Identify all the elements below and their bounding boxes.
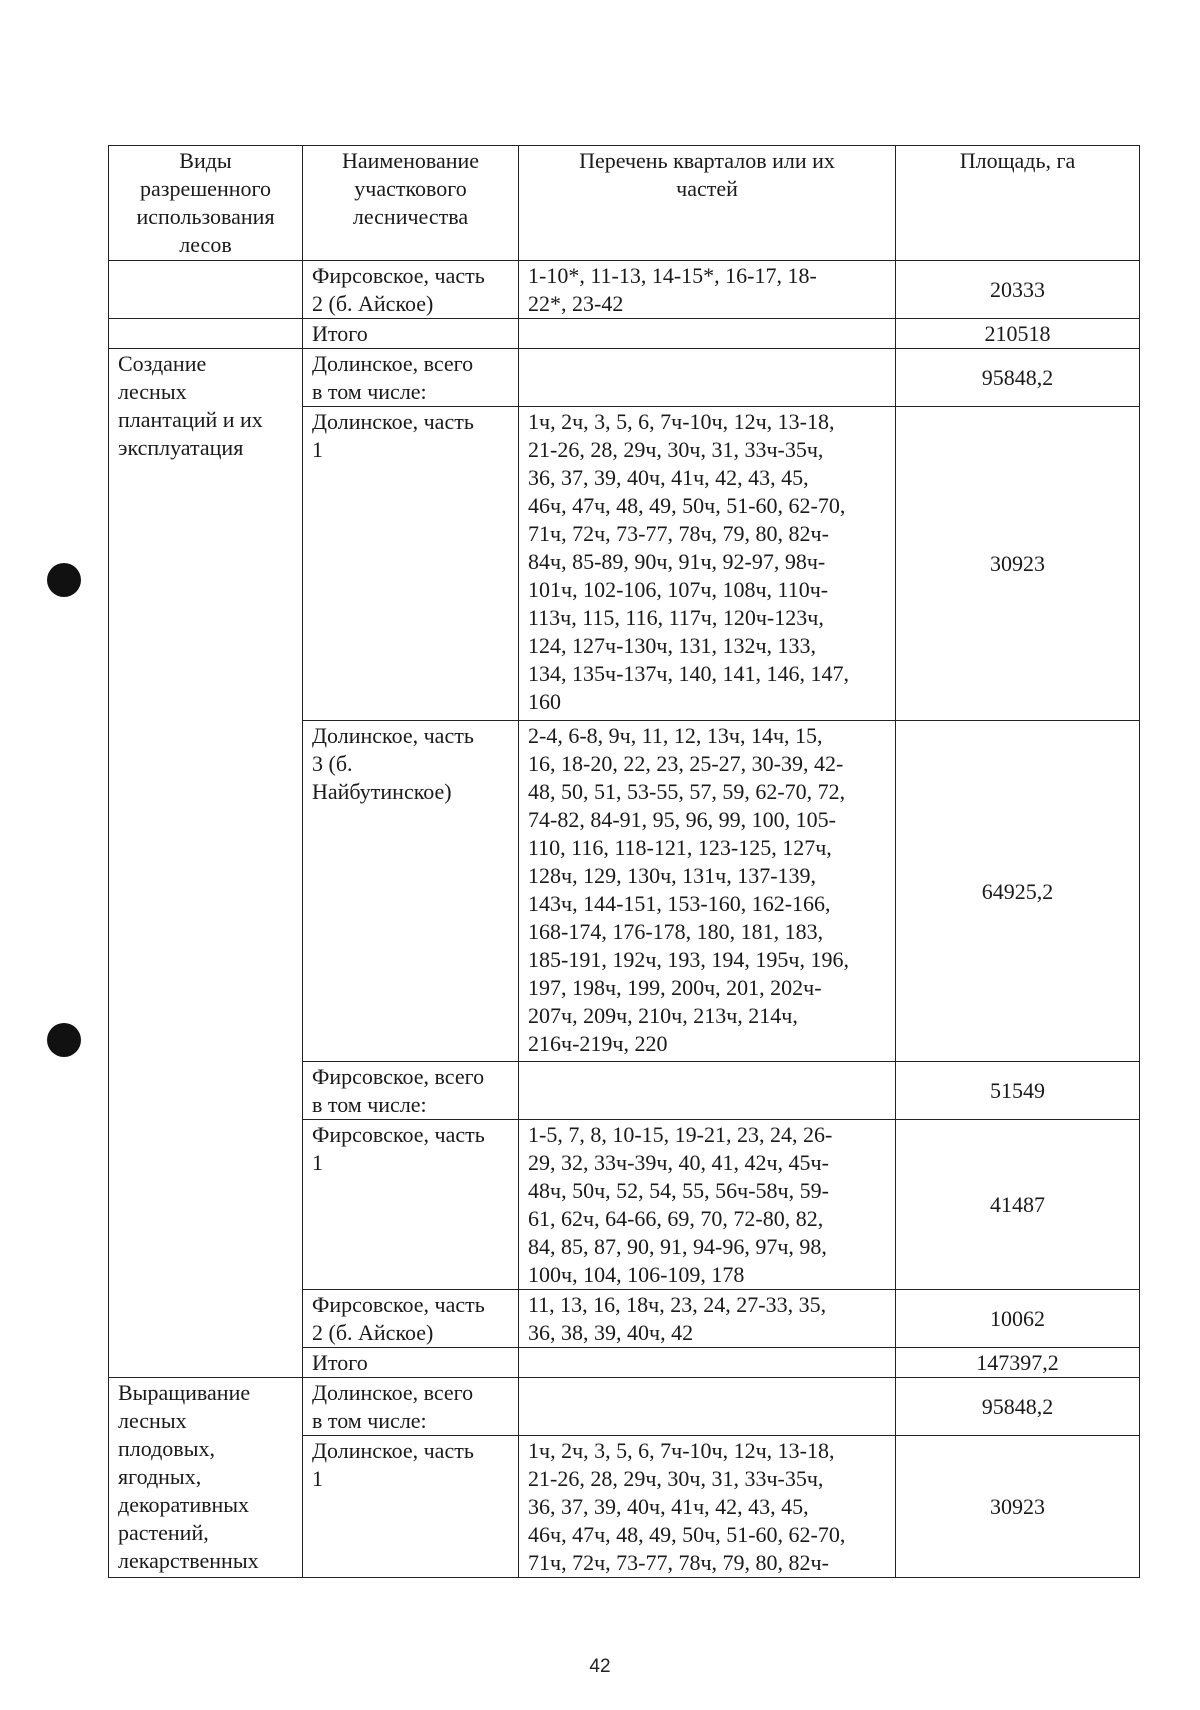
quarters-cell — [519, 349, 896, 407]
area-cell: 10062 — [896, 1290, 1140, 1348]
table-row — [109, 349, 1140, 407]
forestry-cell: Итого — [303, 1348, 519, 1378]
table-row — [109, 1378, 1140, 1436]
area-cell: 20333 — [896, 261, 1140, 319]
forestry-cell: Долинское, всего в том числе: — [303, 1378, 519, 1436]
header-use-type: Виды разрешенного использования лесов — [109, 146, 303, 261]
use-type-cell: Создание лесных плантаций и их эксплуатация — [109, 349, 303, 1378]
forestry-cell: Долинское, часть 1 — [303, 1436, 519, 1578]
quarters-cell — [519, 1378, 896, 1436]
header-area: Площадь, га — [896, 146, 1140, 261]
area-cell: 95848,2 — [896, 349, 1140, 407]
forestry-cell: Долинское, часть 3 (б. Найбутинское) — [303, 721, 519, 1062]
table-row-total — [109, 319, 1140, 349]
forestry-cell: Фирсовское, часть 1 — [303, 1120, 519, 1290]
area-cell: 30923 — [896, 407, 1140, 721]
page-number: 42 — [589, 1656, 611, 1677]
area-cell: 41487 — [896, 1120, 1140, 1290]
quarters-cell: 2-4, 6-8, 9ч, 11, 12, 13ч, 14ч, 15, 16, 18-20, 22, 23, 25-27, 30-39, 42- 48, 50, 51, 53-55, 57, 59, 62-70, 72, 74-82, 84-91, 95, 96, 99, 100, 105- 110, 116, 118-121, 123-125, 127ч, 128ч, 129, 130ч, 131ч, 137-139, 143ч, 144-151, 153-160, 162-166, 168-174, 176-178, 180, 181, 183, 185-191, 192ч, 193, 194, 195ч, 196, 197, 198ч, 199, 200ч, 201, 202ч- 207ч, 209ч, 210ч, 213ч, 214ч, 216ч-219ч, 220 — [519, 721, 896, 1062]
forestry-cell: Долинское, всего в том числе: — [303, 349, 519, 407]
forestry-cell: Фирсовское, всего в том числе: — [303, 1062, 519, 1120]
quarters-cell: 1ч, 2ч, 3, 5, 6, 7ч-10ч, 12ч, 13-18, 21-26, 28, 29ч, 30ч, 31, 33ч-35ч, 36, 37, 39, 40ч, 41ч, 42, 43, 45, 46ч, 47ч, 48, 49, 50ч, 51-60, 62-70, 71ч, 72ч, 73-77, 78ч, 79, 80, 82ч- 84ч, 85-89, 90ч, 91ч, 92-97, 98ч- 101ч, 102-106, 107ч, 108ч, 110ч- 113ч, 115, 116, 117ч, 120ч-123ч, 124, 127ч-130ч, 131, 132ч, 133, 134, 135ч-137ч, 140, 141, 146, 147, 160 — [519, 407, 896, 721]
header-quarters-list: Перечень кварталов или их частей — [519, 146, 896, 261]
area-cell: 30923 — [896, 1436, 1140, 1578]
use-type-cell: Выращивание лесных плодовых, ягодных, декоративных растений, лекарственных — [109, 1378, 303, 1578]
forestry-cell: Долинское, часть 1 — [303, 407, 519, 721]
punch-hole-mark — [47, 1023, 81, 1057]
header-forestry-name: Наименование участкового лесничества — [303, 146, 519, 261]
use-type-cell — [109, 261, 303, 319]
forest-use-table — [108, 145, 1140, 1578]
quarters-cell: 1ч, 2ч, 3, 5, 6, 7ч-10ч, 12ч, 13-18, 21-26, 28, 29ч, 30ч, 31, 33ч-35ч, 36, 37, 39, 40ч, 41ч, 42, 43, 45, 46ч, 47ч, 48, 49, 50ч, 51-60, 62-70, 71ч, 72ч, 73-77, 78ч, 79, 80, 82ч- — [519, 1436, 896, 1578]
forestry-cell: Фирсовское, часть 2 (б. Айское) — [303, 1290, 519, 1348]
area-cell: 147397,2 — [896, 1348, 1140, 1378]
table-row — [109, 261, 1140, 319]
area-cell: 95848,2 — [896, 1378, 1140, 1436]
area-cell: 51549 — [896, 1062, 1140, 1120]
use-type-cell — [109, 319, 303, 349]
area-cell: 210518 — [896, 319, 1140, 349]
quarters-cell — [519, 1062, 896, 1120]
forestry-cell: Фирсовское, часть 2 (б. Айское) — [303, 261, 519, 319]
punch-hole-mark — [47, 563, 81, 597]
quarters-cell: 1-10*, 11-13, 14-15*, 16-17, 18- 22*, 23-42 — [519, 261, 896, 319]
area-cell: 64925,2 — [896, 721, 1140, 1062]
quarters-cell — [519, 1348, 896, 1378]
quarters-cell: 11, 13, 16, 18ч, 23, 24, 27-33, 35, 36, 38, 39, 40ч, 42 — [519, 1290, 896, 1348]
forestry-cell: Итого — [303, 319, 519, 349]
table-header-row — [109, 146, 1140, 261]
quarters-cell: 1-5, 7, 8, 10-15, 19-21, 23, 24, 26- 29, 32, 33ч-39ч, 40, 41, 42ч, 45ч- 48ч, 50ч, 52, 54, 55, 56ч-58ч, 59- 61, 62ч, 64-66, 69, 70, 72-80, 82, 84, 85, 87, 90, 91, 94-96, 97ч, 98, 100ч, 104, 106-109, 178 — [519, 1120, 896, 1290]
quarters-cell — [519, 319, 896, 349]
